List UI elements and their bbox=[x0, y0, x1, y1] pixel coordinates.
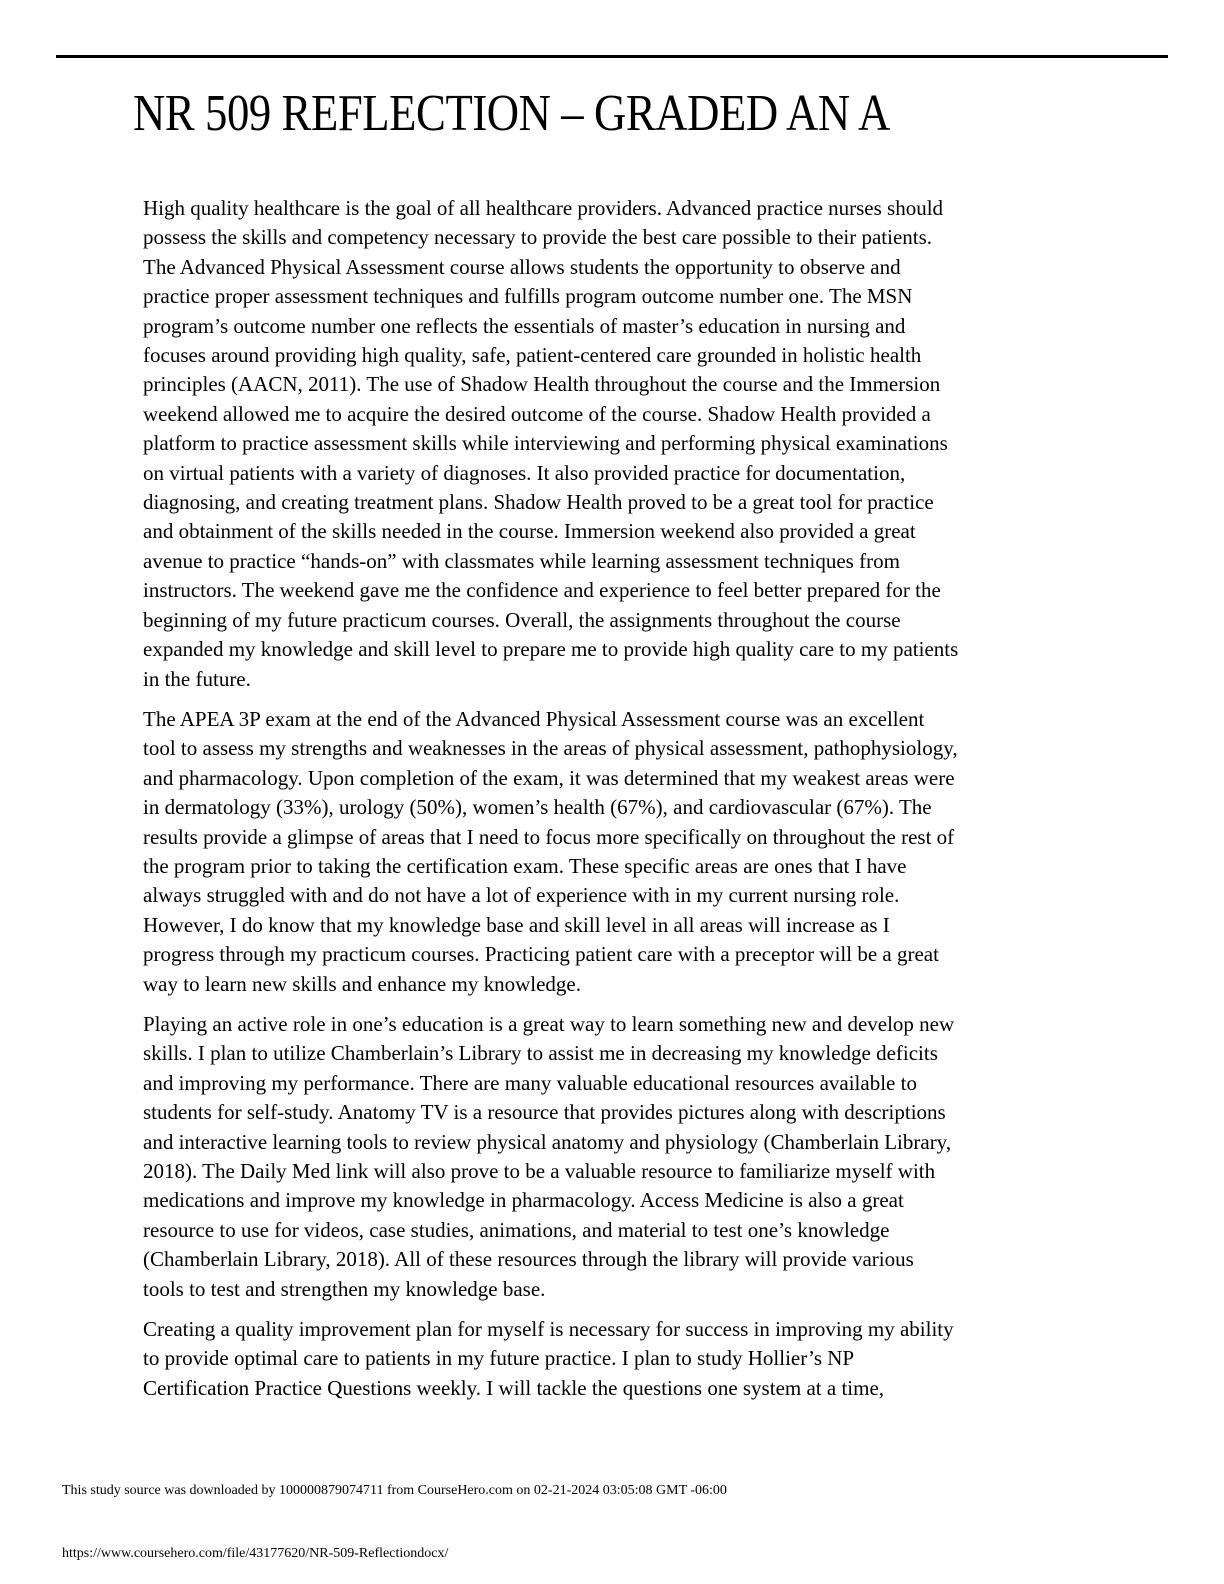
text-line: Certification Practice Questions weekly. I will tackle the questions one system at a time, bbox=[143, 1375, 885, 1400]
text-line: tool to assess my strengths and weaknesses in the areas of physical assessment, pathophysiology, bbox=[143, 736, 958, 761]
text-line: tools to test and strengthen my knowledge base. bbox=[143, 1276, 546, 1301]
text-line: the program prior to taking the certification exam. These specific areas are ones that I have bbox=[143, 853, 907, 878]
paragraph-2 bbox=[143, 705, 1083, 999]
text-line: expanded my knowledge and skill level to prepare me to provide high quality care to my patients bbox=[143, 637, 959, 662]
text-line: weekend allowed me to acquire the desired outcome of the course. Shadow Health provided a bbox=[143, 401, 931, 426]
text-line: platform to practice assessment skills while interviewing and performing physical examinations bbox=[143, 431, 948, 456]
text-line: always struggled with and do not have a lot of experience with in my current nursing role. bbox=[143, 883, 900, 908]
paragraph-1 bbox=[143, 194, 1083, 694]
text-line: and pharmacology. Upon completion of the exam, it was determined that my weakest areas were bbox=[143, 765, 955, 790]
text-line: on virtual patients with a variety of diagnoses. It also provided practice for documentation, bbox=[143, 460, 906, 485]
download-notice: This study source was downloaded by 100000879074711 from CourseHero.com on 02-21-2024 03:05:08 GMT -06:00 bbox=[62, 1483, 727, 1498]
text-line: way to learn new skills and enhance my knowledge. bbox=[143, 971, 581, 996]
text-line: beginning of my future practicum courses. Overall, the assignments throughout the course bbox=[143, 607, 901, 632]
paragraph-4 bbox=[143, 1315, 1083, 1403]
paragraph-3 bbox=[143, 1010, 1083, 1304]
text-line: diagnosing, and creating treatment plans. Shadow Health proved to be a great tool for practice bbox=[143, 490, 934, 515]
text-line: resource to use for videos, case studies, animations, and material to test one’s knowledge bbox=[143, 1217, 890, 1242]
text-line: and interactive learning tools to review physical anatomy and physiology (Chamberlain Library, bbox=[143, 1129, 952, 1154]
text-line: results provide a glimpse of areas that I need to focus more specifically on throughout the rest of bbox=[143, 824, 955, 849]
text-line: and obtainment of the skills needed in the course. Immersion weekend also provided a great bbox=[143, 519, 916, 544]
text-line: Playing an active role in one’s education is a great way to learn something new and develop new bbox=[143, 1011, 955, 1036]
text-line: avenue to practice “hands-on” with classmates while learning assessment techniques from bbox=[143, 548, 900, 573]
document-title: NR 509 REFLECTION – GRADED AN A bbox=[133, 85, 890, 142]
text-line: The APEA 3P exam at the end of the Advanced Physical Assessment course was an excellent bbox=[143, 706, 925, 731]
text-line: in the future. bbox=[143, 666, 251, 691]
text-line: progress through my practicum courses. Practicing patient care with a preceptor will be a great bbox=[143, 942, 939, 967]
text-line: principles (AACN, 2011). The use of Shadow Health throughout the course and the Immersion bbox=[143, 372, 941, 397]
text-line: skills. I plan to utilize Chamberlain’s Library to assist me in decreasing my knowledge deficits bbox=[143, 1041, 938, 1066]
source-url[interactable]: https://www.coursehero.com/file/43177620/NR-509-Reflectiondocx/ bbox=[62, 1546, 449, 1561]
document-body bbox=[143, 194, 1083, 1414]
text-line: possess the skills and competency necessary to provide the best care possible to their patients. bbox=[143, 225, 933, 250]
text-line: (Chamberlain Library, 2018). All of these resources through the library will provide various bbox=[143, 1247, 914, 1272]
text-line: in dermatology (33%), urology (50%), women’s health (67%), and cardiovascular (67%). The bbox=[143, 795, 932, 820]
text-line: Creating a quality improvement plan for myself is necessary for success in improving my ability bbox=[143, 1317, 954, 1342]
text-line: High quality healthcare is the goal of all healthcare providers. Advanced practice nurses should bbox=[143, 196, 944, 220]
text-line: The Advanced Physical Assessment course allows students the opportunity to observe and bbox=[143, 254, 901, 279]
text-line: However, I do know that my knowledge base and skill level in all areas will increase as I bbox=[143, 912, 890, 937]
text-line: focuses around providing high quality, safe, patient-centered care grounded in holistic health bbox=[143, 343, 922, 368]
text-line: 2018). The Daily Med link will also prove to be a valuable resource to familiarize myself with bbox=[143, 1159, 936, 1183]
text-line: and improving my performance. There are many valuable educational resources available to bbox=[143, 1070, 917, 1095]
header-rule bbox=[56, 55, 1168, 58]
text-line: medications and improve my knowledge in pharmacology. Access Medicine is also a great bbox=[143, 1188, 904, 1213]
text-line: students for self-study. Anatomy TV is a resource that provides pictures along with descriptions bbox=[143, 1100, 946, 1125]
text-line: instructors. The weekend gave me the confidence and experience to feel better prepared for the bbox=[143, 578, 941, 603]
text-line: to provide optimal care to patients in my future practice. I plan to study Hollier’s NP bbox=[143, 1346, 855, 1371]
text-line: program’s outcome number one reflects the essentials of master’s education in nursing and bbox=[143, 313, 906, 338]
text-line: practice proper assessment techniques and fulfills program outcome number one. The MSN bbox=[143, 284, 913, 309]
